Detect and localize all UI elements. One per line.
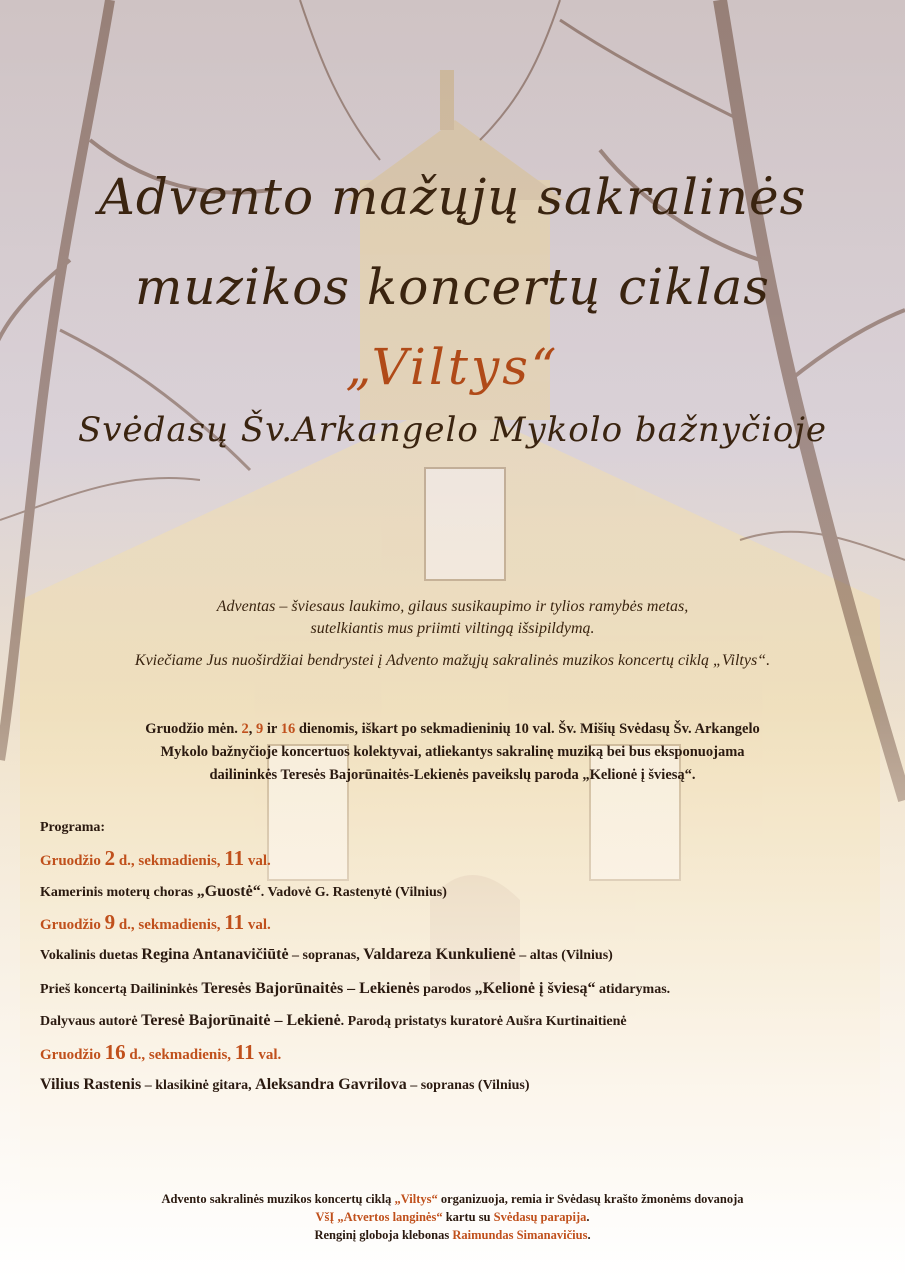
intro-text [0,596,905,640]
program-date-2: Gruodžio 9 d., sekmadienis, 11 val. [40,910,271,934]
intro-line-2: sutelkiantis mus priimti viltingą išsipildymą. [310,620,595,637]
program-item-5: Vilius Rastenis – klasikinė gitara, Aleksandra Gavrilova – sopranas (Vilnius) [40,1076,530,1093]
title-line-1: Advento mažųjų sakralinės [98,168,807,226]
footer-line-2: VšĮ „Atvertos langinės“ kartu su Svėdasų parapija. [315,1210,590,1224]
intro-line-1: Adventas – šviesaus laukimo, gilaus susikaupimo ir tylios ramybės metas, [216,598,689,615]
program-item-3: Prieš koncertą Dailininkės Teresės Bajorūnaitės – Lekienės parodos „Kelionė į šviesą“ atidarymas. [40,980,671,997]
footer-line-3: Renginį globoja klebonas Raimundas Simanavičius. [314,1228,591,1242]
program-date-1: Gruodžio 2 d., sekmadienis, 11 val. [40,846,271,870]
description-line-1: Gruodžio mėn. 2, 9 ir 16 dienomis, iškart po sekmadieninių 10 val. Šv. Mišių Svėdasų Šv. Arkangelo [145,721,760,737]
footer-line-1: Advento sakralinės muzikos koncertų ciklą „Viltys“ organizuoja, remia ir Svėdasų krašto žmonėms dovanoja [161,1192,744,1206]
program-item-1: Kamerinis moterų choras „Guostė“. Vadovė G. Rastenytė (Vilnius) [40,883,447,900]
program-item-4: Dalyvaus autorė Teresė Bajorūnaitė – Lekienė. Parodą pristatys kuratorė Aušra Kurtinaitienė [40,1012,627,1029]
program-date-3: Gruodžio 16 d., sekmadienis, 11 val. [40,1040,282,1064]
program-item-2: Vokalinis duetas Regina Antanavičiūtė – sopranas, Valdareza Kunkulienė – altas (Vilnius) [40,946,613,963]
location-title: Svėdasų Šv.Arkangelo Mykolo bažnyčioje [77,410,828,450]
description-line-2: Mykolo bažnyčioje koncertuos kolektyvai, atliekantys sakralinę muziką bei bus eksponuojama [160,744,745,760]
cycle-name: „Viltys“ [345,338,560,396]
title-line-2: muzikos koncertų ciklas [135,258,770,316]
description-paragraph [40,718,865,787]
invitation-text: Kviečiame Jus nuoširdžiai bendrystei į Advento mažųjų sakralinės muzikos koncertų ciklą „Viltys“. [134,652,771,669]
description-line-3: dailininkės Teresės Bajorūnaitės-Lekienės paveikslų paroda „Kelionė į šviesą“. [209,767,696,783]
footer-credits [0,1190,905,1244]
program-heading: Programa: [40,820,106,835]
